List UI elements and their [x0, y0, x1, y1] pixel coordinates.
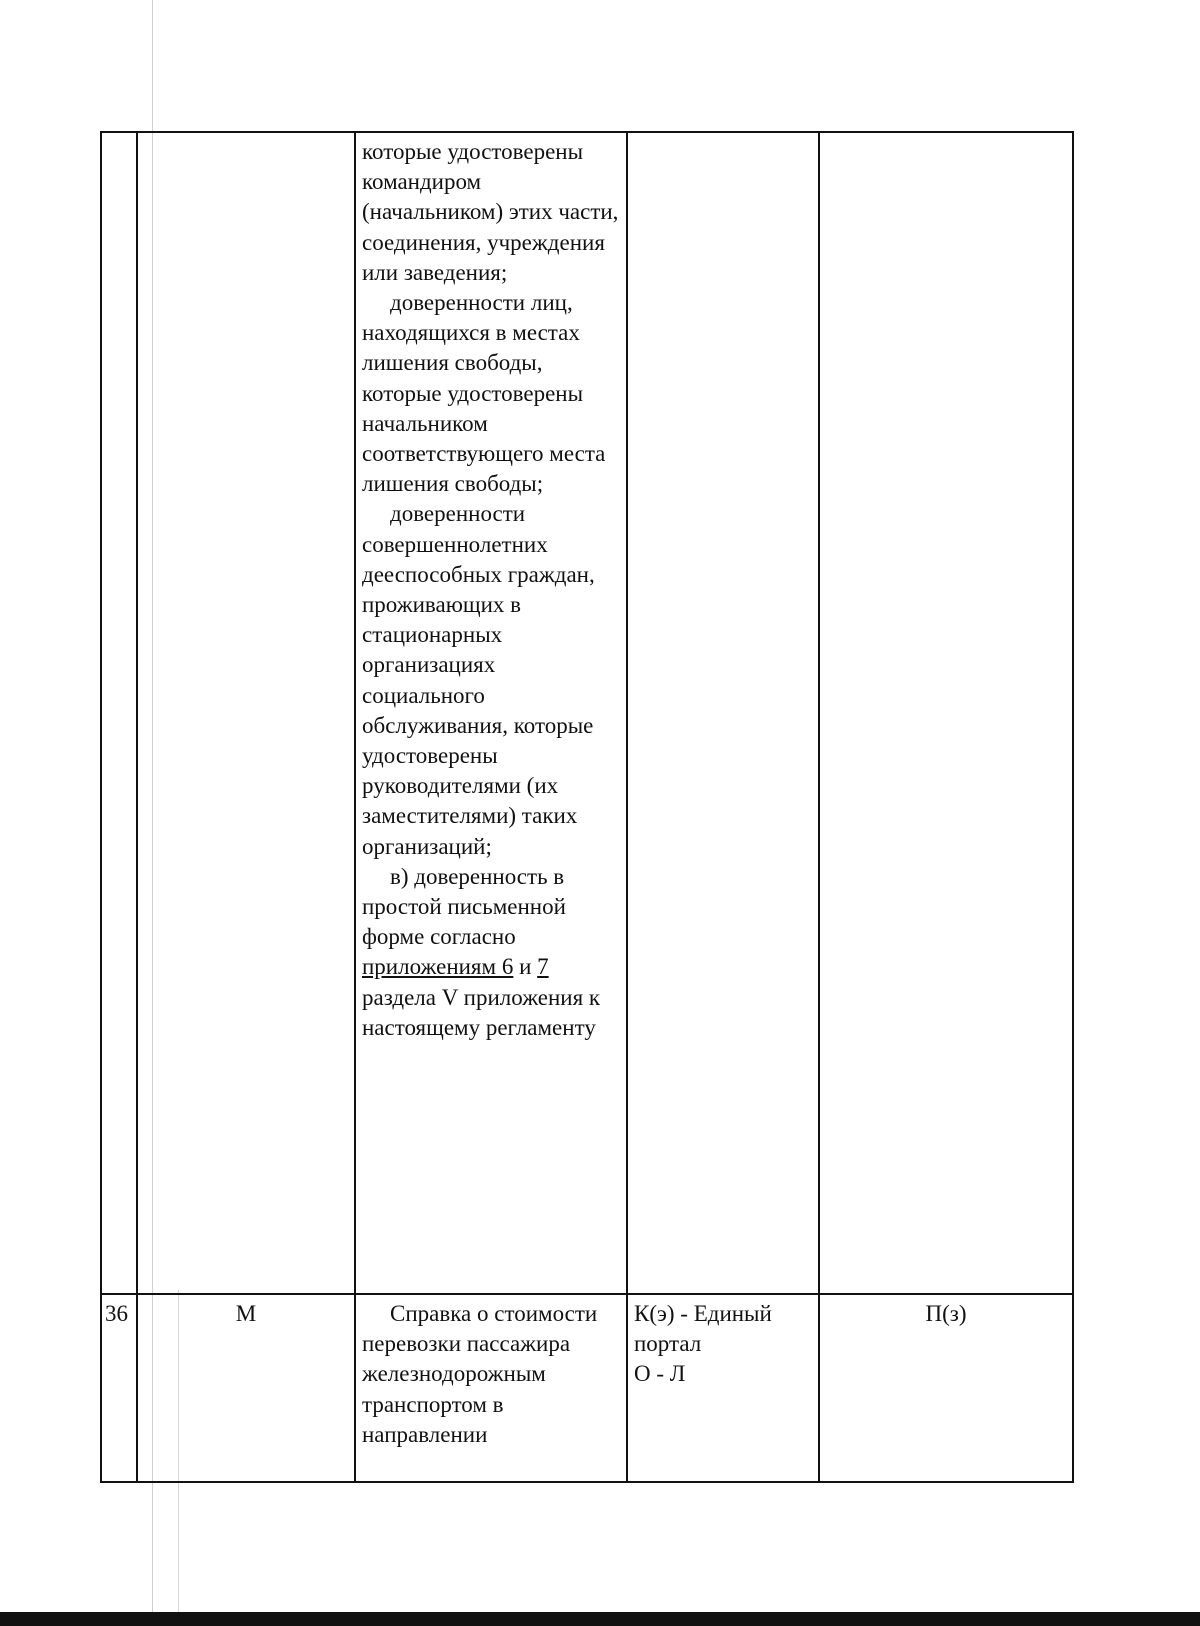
description-paragraph: доверенности совершеннолетних дееспособных граждан, проживающих в стационарных организациях социального обслуживания, которые удостоверены руководителями (их заместителями) таких организаций; — [362, 501, 595, 859]
form-line: К(э) - Единый портал — [634, 1301, 772, 1357]
paragraph-text: раздела V приложения к настоящему регламенту — [362, 984, 601, 1040]
documents-table — [100, 131, 1074, 1483]
form-cell — [627, 1294, 819, 1482]
submission-cell: П(з) — [819, 1294, 1073, 1482]
paragraph-text: в) доверенность в простой письменной форме согласно — [362, 863, 566, 950]
document-type-cell: М — [137, 1294, 355, 1482]
appendix-link[interactable]: приложениям 6 — [362, 954, 514, 980]
description-paragraph: доверенности лиц, находящихся в местах лишения свободы, которые удостоверены начальником соответствующего места лишения свободы; — [362, 290, 606, 497]
document-description-cell — [355, 132, 627, 1294]
table-row — [101, 1294, 1073, 1482]
form-cell — [627, 132, 819, 1294]
description-paragraph — [362, 862, 620, 1043]
description-paragraph: Справка о стоимости перевозки пассажира железнодорожным транспортом в направлении — [362, 1301, 598, 1447]
table-row — [101, 132, 1073, 1294]
paragraph-text: и — [519, 954, 532, 980]
description-paragraph: которые удостоверены командиром (начальником) этих части, соединения, учреждения или заведения; — [362, 139, 619, 285]
row-number-cell — [101, 132, 137, 1294]
scan-edge-bar — [0, 1612, 1200, 1626]
document-description-cell — [355, 1294, 627, 1482]
form-line: О - Л — [634, 1361, 686, 1387]
appendix-link[interactable]: 7 — [537, 954, 549, 980]
document-type-cell — [137, 132, 355, 1294]
row-number-cell: 36 — [101, 1294, 137, 1482]
submission-cell — [819, 132, 1073, 1294]
